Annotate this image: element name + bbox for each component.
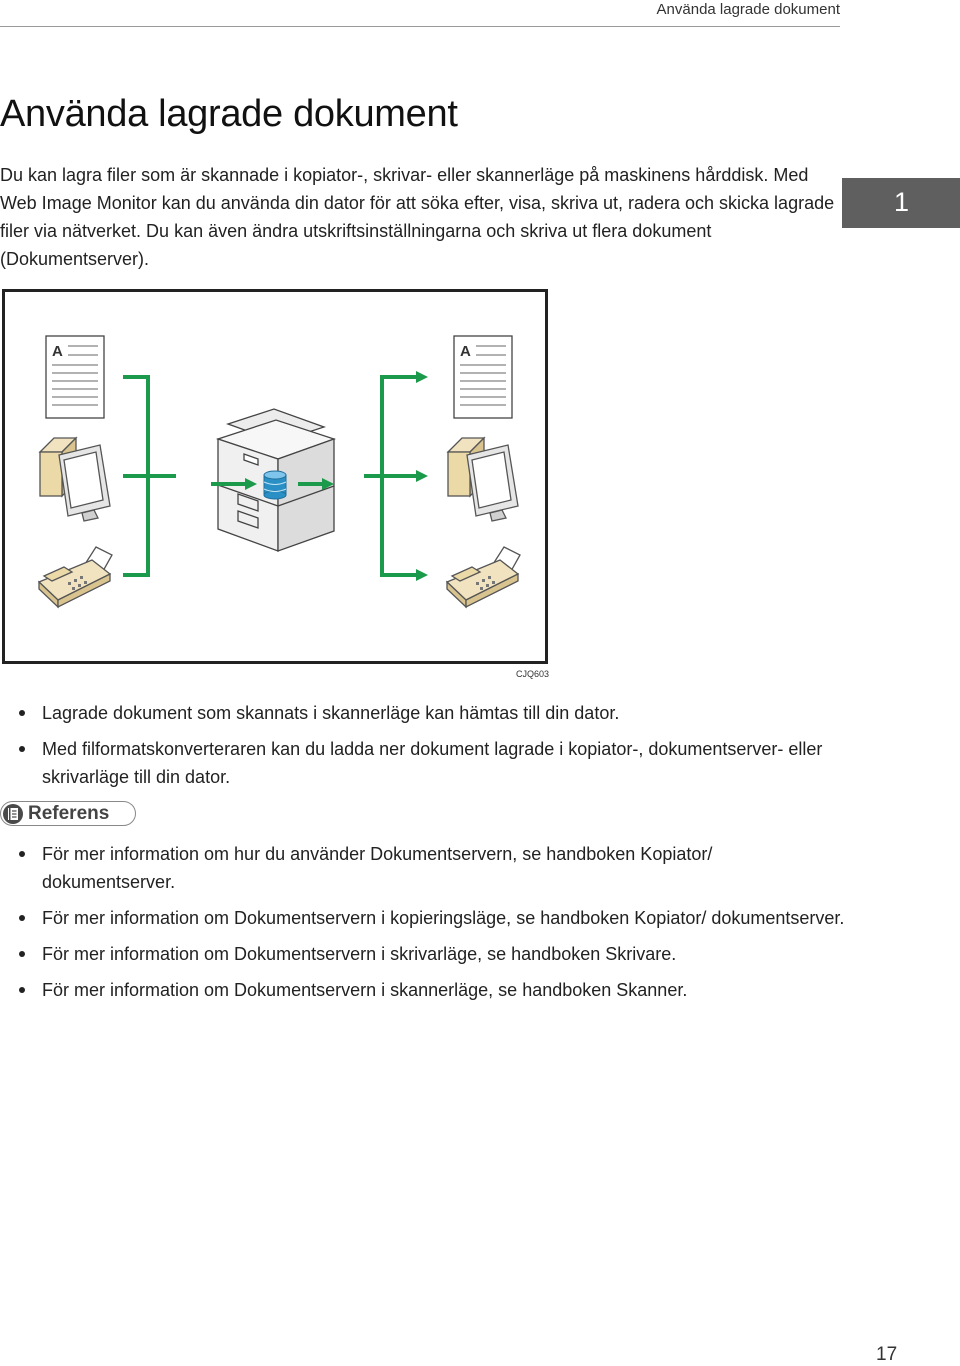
- list-item: För mer information om Dokumentservern i kopieringsläge, se handboken Kopiator/ dokumentserver.: [0, 904, 850, 932]
- list-item: För mer information om Dokumentservern i skannerläge, se handboken Skanner.: [0, 976, 850, 1004]
- figure-code: CJQ603: [516, 669, 550, 679]
- list-item: För mer information om hur du använder Dokumentservern, se handboken Kopiator/ dokumentserver.: [0, 840, 850, 896]
- reference-label: Referens: [28, 803, 110, 824]
- page-number: 17: [876, 1344, 898, 1365]
- document-icon-right: [454, 336, 512, 418]
- document-letter-left: A: [52, 343, 63, 360]
- storage-diagram: [2, 289, 548, 664]
- book-icon: [3, 804, 23, 824]
- chapter-number: 1: [894, 187, 910, 217]
- intro-paragraph: Du kan lagra filer som är skannade i kopiator-, skrivar- eller skannerläge på maskinens hårddisk. Med Web Image Monitor kan du använda din dator för att söka efter, visa, skriva ut, radera och skicka lagrade filer via nätverket. Du kan även ändra utskriftsinställningarna och skriva ut flera dokument (Dokumentserver).: [0, 165, 835, 269]
- chapter-tab: [842, 178, 960, 228]
- list-item: Med filformatskonverteraren kan du ladda ner dokument lagrade i kopiator-, dokumentserver- eller skrivarläge till din dator.: [0, 735, 850, 791]
- reference-list: [0, 840, 850, 1012]
- database-icon: [264, 471, 286, 499]
- document-letter-right: A: [460, 343, 471, 360]
- list-item: Lagrade dokument som skannats i skannerläge kan hämtas till din dator.: [0, 699, 850, 727]
- running-header: Använda lagrade dokument: [656, 1, 840, 18]
- document-icon-left: [46, 336, 104, 418]
- feature-list: [0, 699, 850, 799]
- page-title: Använda lagrade dokument: [0, 93, 458, 135]
- list-item: För mer information om Dokumentservern i skrivarläge, se handboken Skrivare.: [0, 940, 850, 968]
- reference-badge: [0, 801, 136, 826]
- header-rule: [0, 26, 840, 27]
